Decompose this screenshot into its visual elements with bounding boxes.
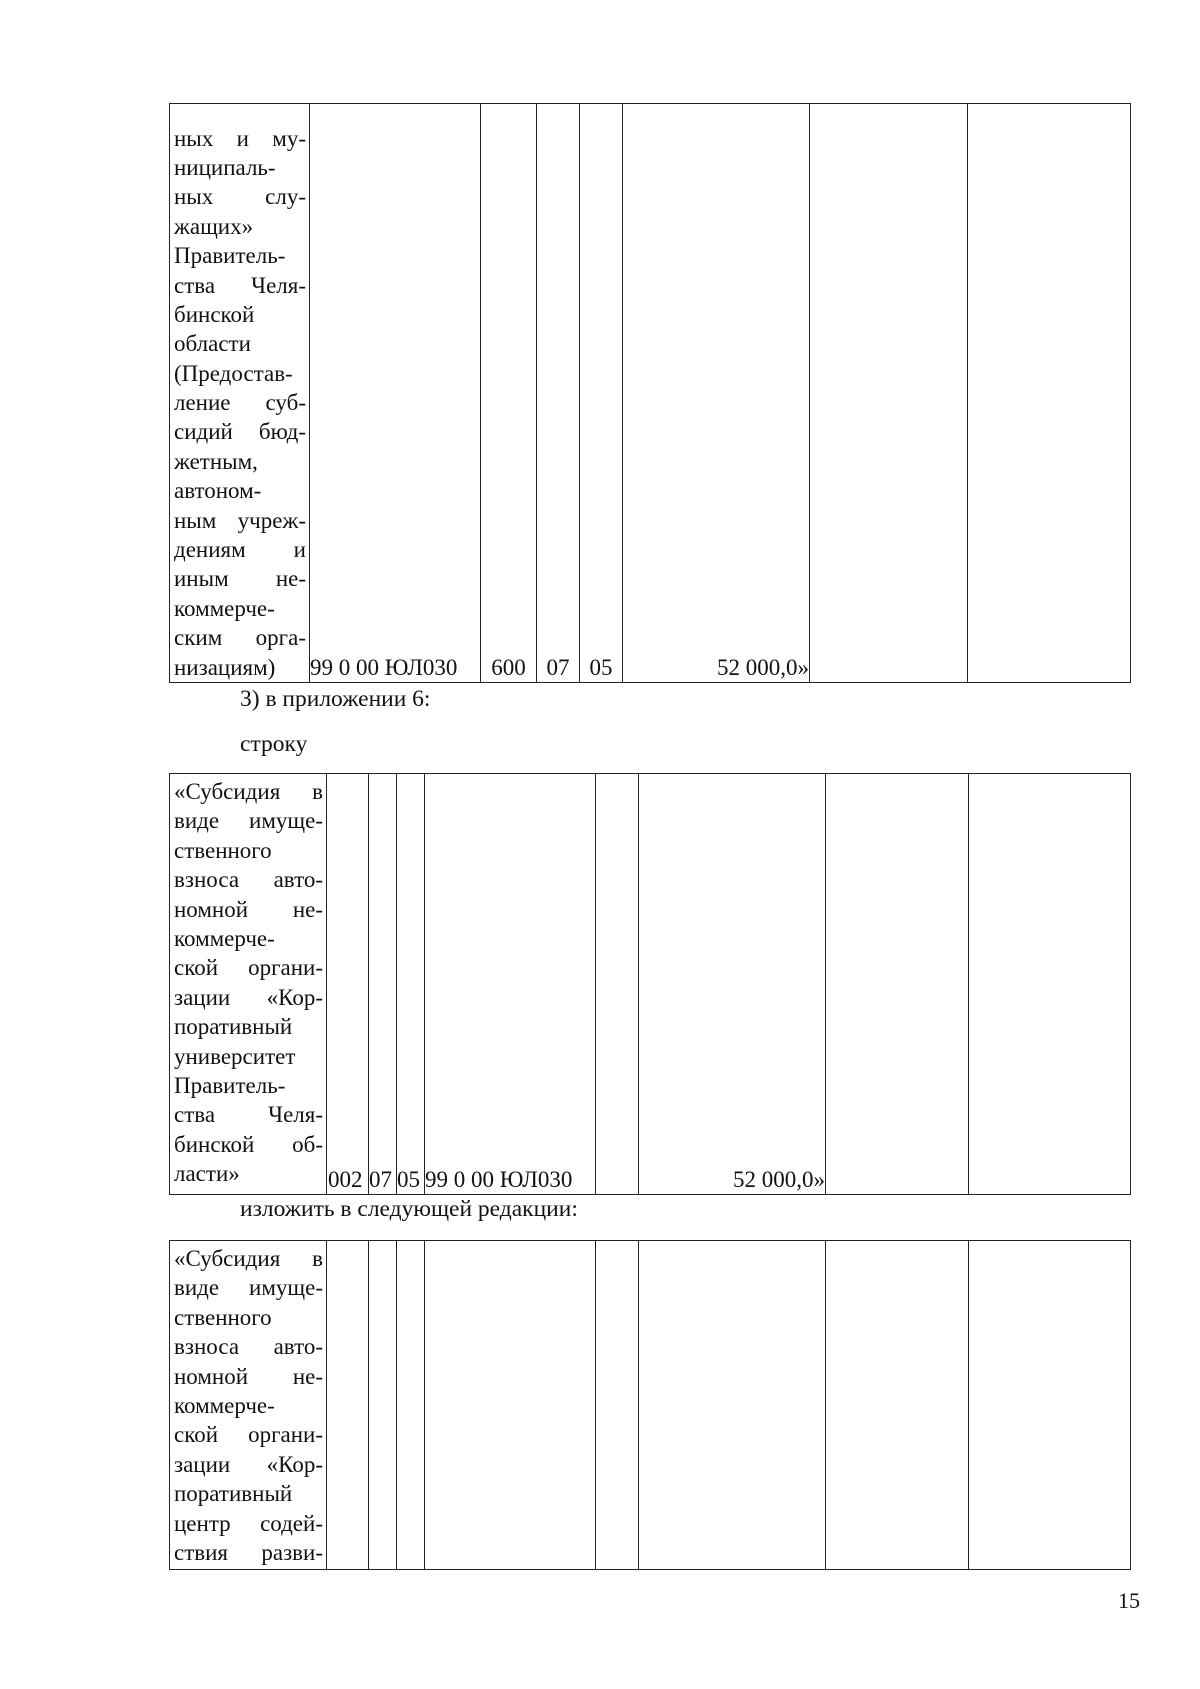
empty-cell — [810, 104, 968, 683]
row-description-cell — [170, 774, 327, 1195]
page-number: 15 — [1118, 1588, 1140, 1613]
empty-cell — [397, 1241, 425, 1570]
description-line: ственного — [174, 837, 272, 863]
description-line: ским орга- — [174, 625, 306, 651]
description-line: ным учреж- — [174, 507, 306, 533]
amount-cell: 52 000,0» — [623, 104, 810, 683]
description-line: ных и му- — [174, 125, 306, 151]
empty-cell — [369, 1241, 397, 1570]
description-line: (Предостав- — [174, 360, 293, 386]
description-line: коммерче- — [174, 925, 275, 951]
row-description-cell — [170, 104, 310, 683]
description-line: Правитель- — [174, 1072, 286, 1098]
description-line: виде имуще- — [174, 1275, 323, 1301]
empty-cell — [969, 774, 1131, 1195]
paragraph-new-edition: изложить в следующей редакции: — [240, 1196, 578, 1222]
expense-type-cell: 600 — [481, 104, 537, 683]
empty-cell — [327, 1241, 369, 1570]
description-line: Правитель- — [174, 243, 286, 269]
empty-cell — [425, 1241, 596, 1570]
description-line: автоном- — [174, 478, 262, 504]
description-line: взноса авто- — [174, 867, 323, 893]
description-line: бинской — [174, 301, 255, 327]
paragraph-appendix-6: 3) в приложении 6: — [240, 686, 431, 712]
description-line: ниципаль- — [174, 154, 276, 180]
description-line: поративный — [174, 1481, 293, 1507]
description-line: номной не- — [174, 1363, 323, 1389]
description-lines — [174, 1244, 323, 1567]
row-description-cell — [170, 1241, 327, 1570]
description-lines — [174, 777, 323, 1188]
description-line: коммерче- — [174, 1392, 275, 1418]
description-line: взноса авто- — [174, 1334, 323, 1360]
empty-cell — [826, 1241, 969, 1570]
empty-cell — [968, 104, 1131, 683]
section-cell: 07 — [369, 774, 397, 1195]
budget-table-new-row — [169, 1240, 1131, 1570]
description-line: «Субсидия в — [174, 1246, 323, 1271]
description-line: зации «Кор- — [174, 1451, 323, 1477]
description-line: ской органи- — [174, 955, 323, 981]
description-line: университет — [174, 1043, 296, 1069]
empty-cell — [826, 774, 969, 1195]
target-article-code-cell: 99 0 00 ЮЛ030 — [425, 774, 596, 1195]
description-line: «Субсидия в — [174, 779, 323, 804]
target-article-code-cell: 99 0 00 ЮЛ030 — [310, 104, 481, 683]
empty-cell — [596, 774, 639, 1195]
description-line: низациям) — [174, 654, 276, 680]
description-line: сидий бюд- — [174, 419, 306, 445]
ministry-code-cell: 002 — [327, 774, 369, 1195]
description-line: поративный — [174, 1014, 293, 1040]
amount-cell: 52 000,0» — [639, 774, 826, 1195]
description-line: ствия разви- — [174, 1539, 323, 1565]
empty-cell — [639, 1241, 826, 1570]
description-line: ской органи- — [174, 1422, 323, 1448]
description-line: дениям и — [174, 537, 306, 563]
description-line: иным не- — [174, 566, 306, 592]
subsection-cell: 05 — [580, 104, 623, 683]
description-line: ление суб- — [174, 390, 306, 416]
description-line: зации «Кор- — [174, 984, 323, 1010]
description-line: ства Челя- — [174, 272, 306, 298]
description-line: жащих» — [174, 213, 254, 239]
description-line: ства Челя- — [174, 1102, 323, 1128]
empty-cell — [969, 1241, 1131, 1570]
description-line: ных слу- — [174, 184, 306, 210]
description-line: ственного — [174, 1304, 272, 1330]
section-cell: 07 — [537, 104, 580, 683]
empty-cell — [596, 1241, 639, 1570]
budget-table-continuation — [169, 103, 1131, 683]
description-line: виде имуще- — [174, 808, 323, 834]
budget-table-original-row — [169, 773, 1131, 1195]
description-line: коммерче- — [174, 595, 275, 621]
description-line: ласти» — [174, 1161, 240, 1187]
description-line: бинской об- — [174, 1131, 323, 1157]
subsection-cell: 05 — [397, 774, 425, 1195]
description-line: номной не- — [174, 896, 323, 922]
description-lines — [174, 124, 306, 682]
description-line: жетным, — [174, 448, 258, 474]
paragraph-row: строку — [240, 731, 308, 757]
description-line: области — [174, 331, 251, 357]
description-line: центр содей- — [174, 1510, 323, 1536]
